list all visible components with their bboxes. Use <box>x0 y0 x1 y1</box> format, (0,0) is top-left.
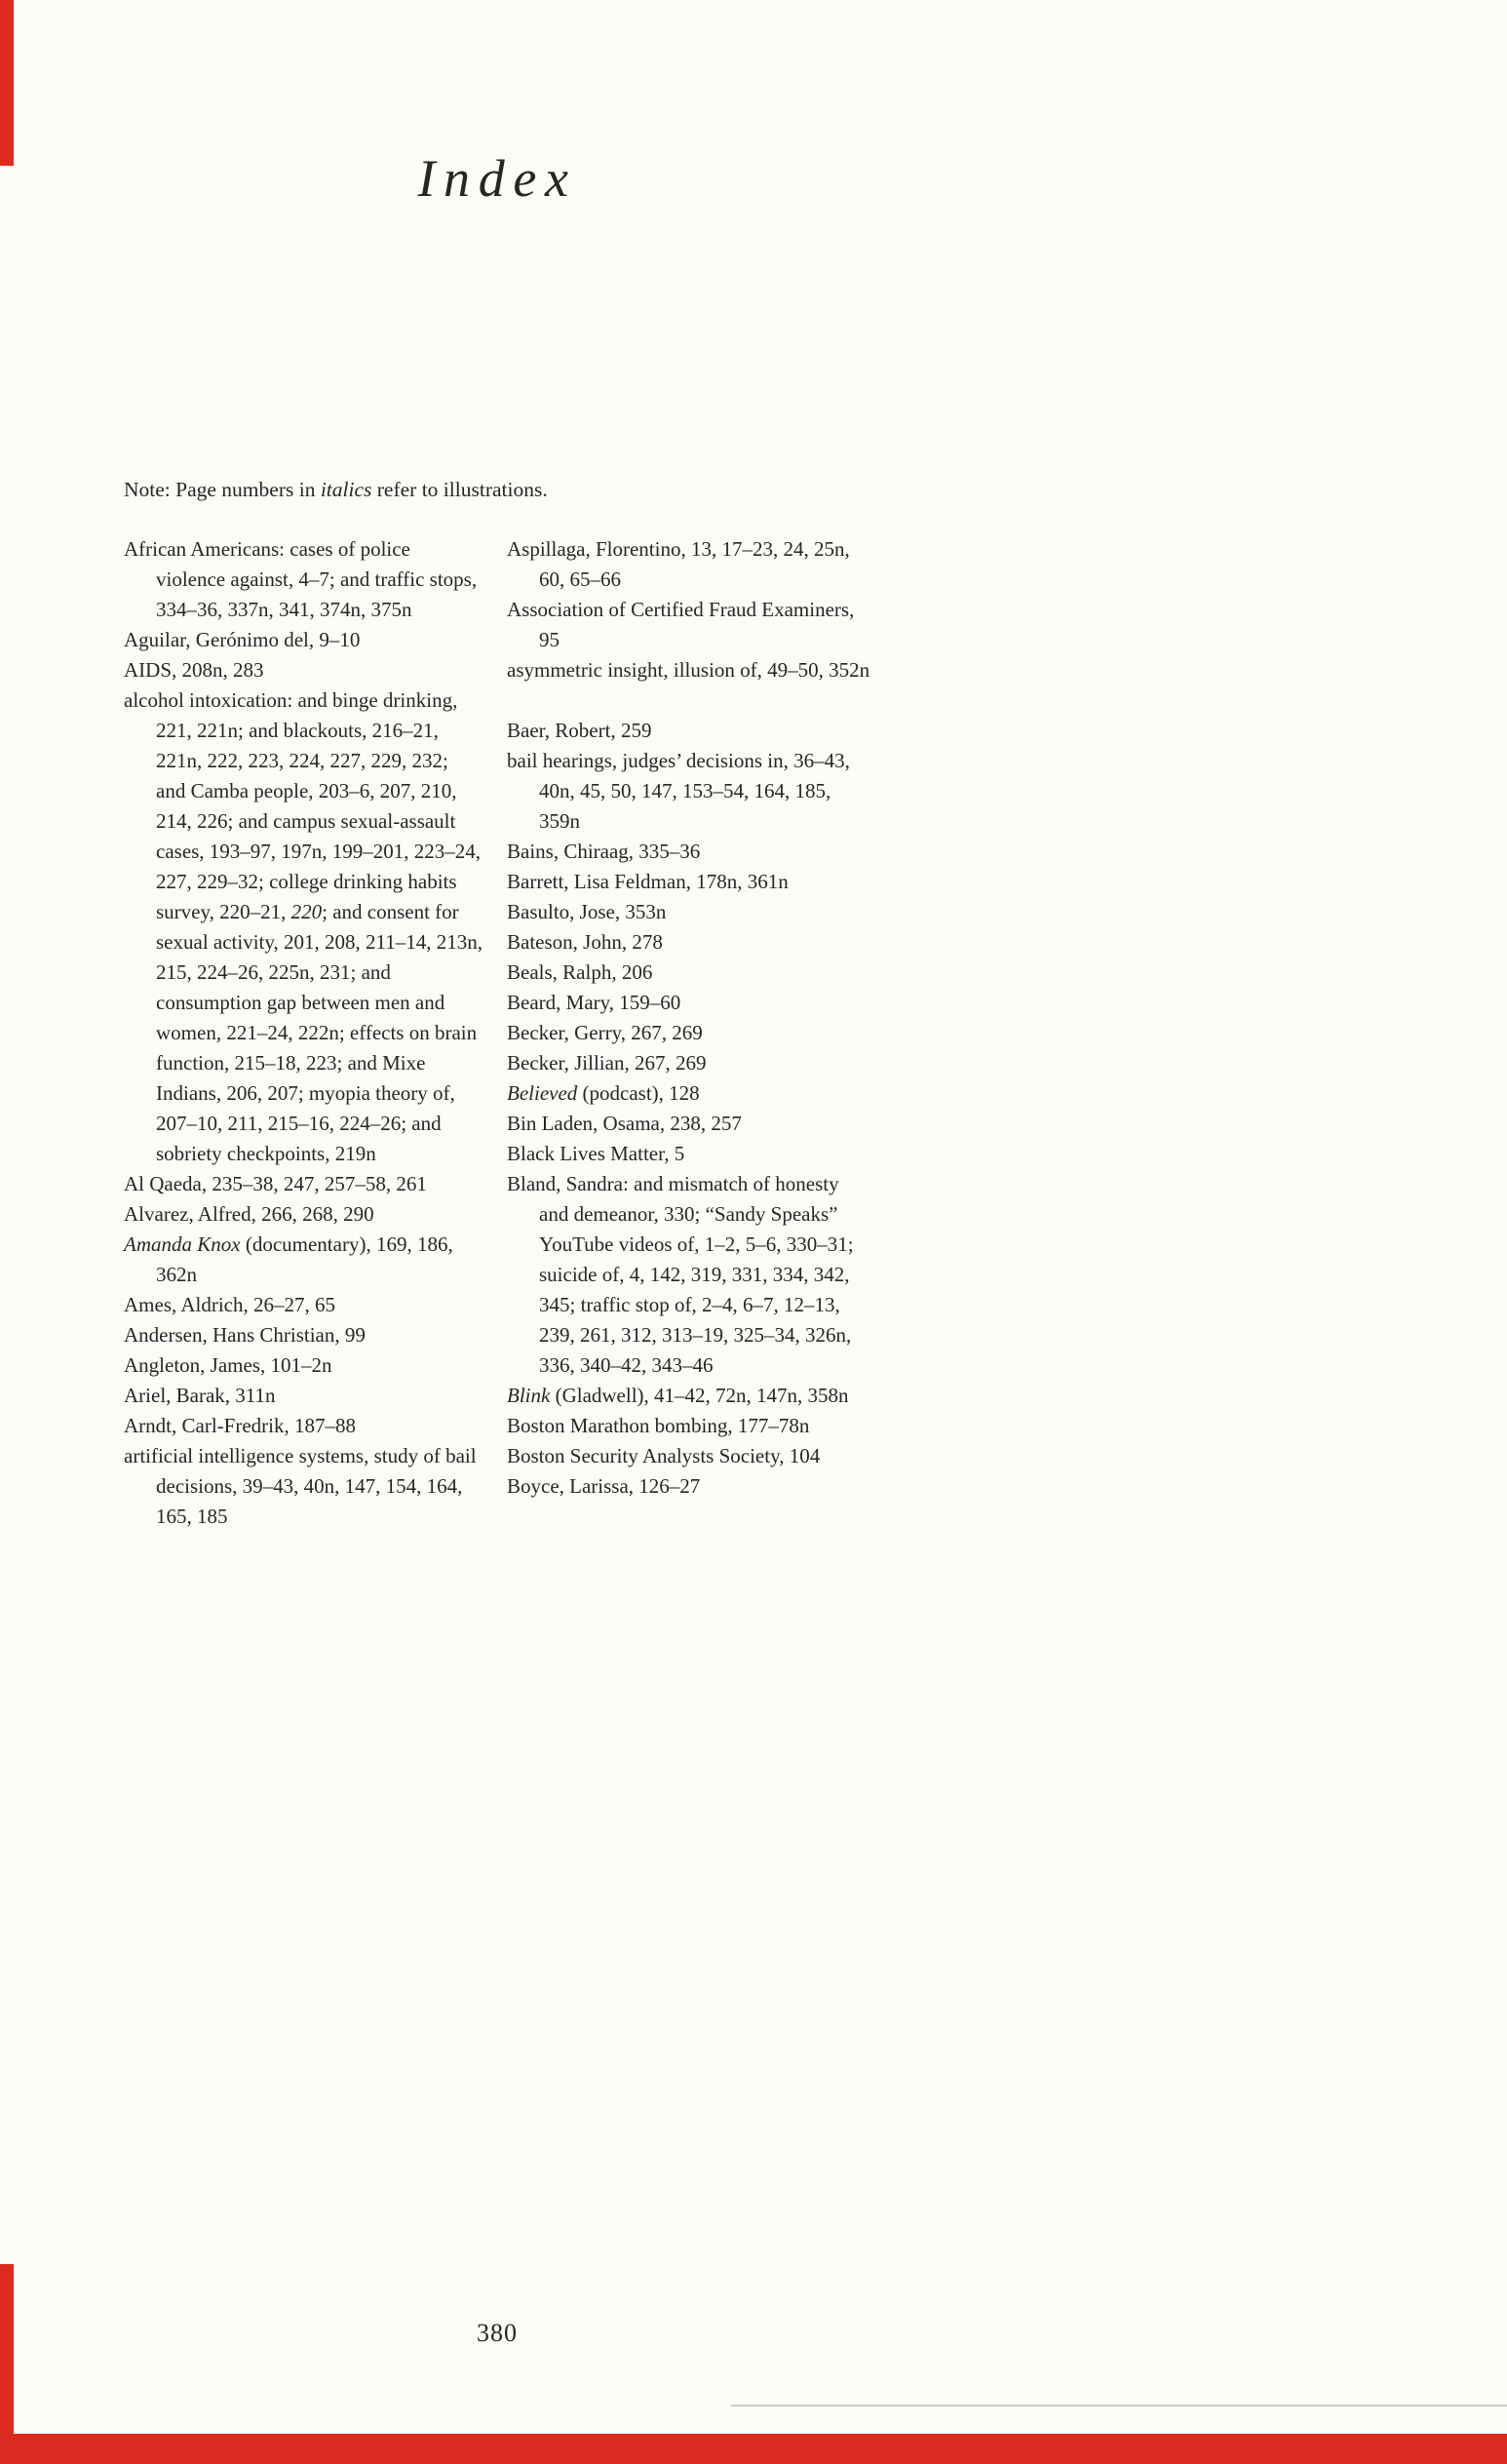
text-run: Aspillaga, Florentino, 13, 17–23, 24, 25n, 60, 65–66 <box>507 537 850 591</box>
index-entry <box>507 897 873 927</box>
italic-text-run: 220 <box>290 900 323 923</box>
text-run: Bin Laden, Osama, 238, 257 <box>507 1112 742 1135</box>
index-entry <box>507 1048 873 1078</box>
index-entry <box>124 534 483 625</box>
text-run: Bland, Sandra: and mismatch of honesty and demeanor, 330; “Sandy Speaks” YouTube videos of, 1–2, 5–6, 330–31; suicide of, 4, 142, 319, 331, 334, 342, 345; traffic stop of, 2–4, 6–7, 12–13, 239, 261, 312, 313–19, 325–34, 326n, 336, 340–42, 343–46 <box>507 1172 854 1377</box>
index-entry <box>507 837 873 867</box>
text-run: Basulto, Jose, 353n <box>507 900 667 923</box>
text-run: refer to illustrations. <box>371 478 548 501</box>
index-entry <box>507 1169 873 1381</box>
text-run: African Americans: cases of police violence against, 4–7; and traffic stops, 334–36, 337n, 341, 374n, 375n <box>124 537 478 621</box>
italic-text-run: italics <box>320 478 372 501</box>
index-entry <box>124 1230 483 1290</box>
text-run: Aguilar, Gerónimo del, 9–10 <box>124 628 361 651</box>
text-run: (Gladwell), 41–42, 72n, 147n, 358n <box>550 1384 849 1407</box>
text-run: artificial intelligence systems, study of bail decisions, 39–43, 40n, 147, 154, 164, 165, 185 <box>124 1444 477 1528</box>
index-entry <box>507 1018 873 1048</box>
text-run: Beard, Mary, 159–60 <box>507 991 681 1014</box>
text-run: Bains, Chiraag, 335–36 <box>507 840 701 863</box>
index-entry <box>124 1290 483 1320</box>
text-run: Black Lives Matter, 5 <box>507 1142 685 1165</box>
index-columns <box>124 534 874 1532</box>
text-run: Angleton, James, 101–2n <box>124 1353 332 1377</box>
text-run: Boston Marathon bombing, 177–78n <box>507 1414 810 1437</box>
page-title: Index <box>417 149 577 208</box>
text-run: bail hearings, judges’ decisions in, 36–43, 40n, 45, 50, 147, 153–54, 164, 185, 359n <box>507 749 850 833</box>
index-entry <box>124 1381 483 1411</box>
index-entry <box>507 655 873 685</box>
text-run: Boyce, Larissa, 126–27 <box>507 1474 701 1498</box>
index-entry <box>507 1139 873 1169</box>
text-run: Bateson, John, 278 <box>507 930 663 954</box>
index-entry <box>124 625 483 655</box>
index-entry <box>507 867 873 897</box>
text-run: Becker, Jillian, 267, 269 <box>507 1051 707 1075</box>
index-entry <box>124 1199 483 1230</box>
index-entry <box>507 1078 873 1109</box>
index-entry <box>124 685 483 1169</box>
text-run: Baer, Robert, 259 <box>507 719 652 742</box>
index-entry <box>124 655 483 685</box>
index-entry <box>507 1109 873 1139</box>
index-right-column <box>507 534 873 1532</box>
italics-note <box>124 475 870 505</box>
index-entry <box>124 1441 483 1532</box>
scan-red-edge-bottom <box>0 2434 1507 2464</box>
text-run: Al Qaeda, 235–38, 247, 257–58, 261 <box>124 1172 427 1195</box>
text-run: Andersen, Hans Christian, 99 <box>124 1323 366 1347</box>
index-entry <box>507 1411 873 1441</box>
index-entry <box>507 1381 873 1411</box>
index-entry <box>507 958 873 988</box>
scan-shadow-line <box>731 2405 1507 2406</box>
index-entry <box>507 988 873 1018</box>
text-run: Ariel, Barak, 311n <box>124 1384 276 1407</box>
index-entry <box>507 716 873 746</box>
index-entry <box>124 1169 483 1199</box>
text-run: Alvarez, Alfred, 266, 268, 290 <box>124 1202 374 1226</box>
index-entry <box>507 1471 873 1502</box>
index-entry <box>124 1411 483 1441</box>
italic-text-run: Amanda Knox <box>124 1232 241 1256</box>
text-run: (documentary), 169, 186, 362n <box>156 1232 453 1286</box>
index-left-column <box>124 534 483 1532</box>
text-run: AIDS, 208n, 283 <box>124 658 264 682</box>
text-run: Beals, Ralph, 206 <box>507 960 653 984</box>
text-run: Becker, Gerry, 267, 269 <box>507 1021 703 1044</box>
index-entry <box>507 746 873 837</box>
text-run: Ames, Aldrich, 26–27, 65 <box>124 1293 335 1316</box>
index-entry <box>124 1350 483 1381</box>
italic-text-run: Blink <box>507 1384 551 1407</box>
text-run: (podcast), 128 <box>577 1081 700 1105</box>
scan-red-edge-top-left <box>0 0 14 166</box>
text-run: Association of Certified Fraud Examiners, 95 <box>507 598 855 651</box>
text-run: Boston Security Analysts Society, 104 <box>507 1444 821 1467</box>
text-run: alcohol intoxication: and binge drinking, 221, 221n; and blackouts, 216–21, 221n, 222, 223, 224, 227, 229, 232; and Camba people, 203–6, 207, 210, 214, 226; and campus sexual-assault cases, 193–97, 197n, 199–201, 223–24, 227, 229–32; college drinking habits survey, 220–21, <box>124 688 482 923</box>
text-run: ; and consent for sexual activity, 201, 208, 211–14, 213n, 215, 224–26, 225n, 231; and consumption gap between men and women, 221–24, 222n; effects on brain function, 215–18, 223; and Mixe Indians, 206, 207; myopia theory of, 207–10, 211, 215–16, 224–26; and sobriety checkpoints, 219n <box>156 900 483 1165</box>
index-entry <box>507 595 873 655</box>
text-run: Note: Page numbers in <box>124 478 321 501</box>
index-entry <box>507 1441 873 1471</box>
index-entry <box>507 927 873 958</box>
text-run: asymmetric insight, illusion of, 49–50, 352n <box>507 658 870 682</box>
page-number: 380 <box>476 2319 519 2347</box>
index-entry <box>507 534 873 595</box>
index-entry <box>124 1320 483 1350</box>
text-run: Arndt, Carl-Fredrik, 187–88 <box>124 1414 356 1437</box>
text-run: Barrett, Lisa Feldman, 178n, 361n <box>507 870 789 893</box>
italic-text-run: Believed <box>507 1081 578 1105</box>
